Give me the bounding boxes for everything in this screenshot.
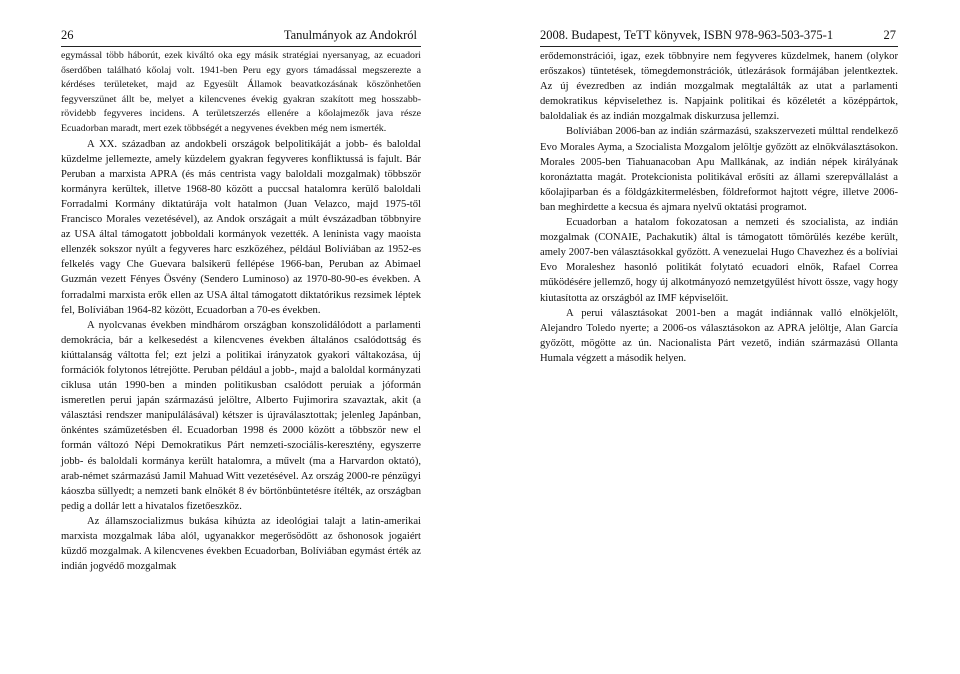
right-paragraph-3: Ecuadorban a hatalom fokozatosan a nemzeti és szocialista, az indián mozgalmak (CONAIE, Pachakutik) által is támogatott tömörülés kezébe került, amely 2007-ben választásokkal győzött. A venezuelai Hugo Chavezhez és a bolíviai Evo Moraleshez hasonló politikát folytató ecuadori elnök, Rafael Correa működésére jellemző, hogy új alkotmányozó nemzetgyűlést hívott össze, vagy hogy kiutasította az országból az IMF képviselőit. bbox=[540, 217, 898, 304]
right-page-header bbox=[540, 27, 898, 47]
right-page bbox=[540, 0, 898, 674]
left-page-header bbox=[61, 27, 421, 47]
left-paragraph-2: A XX. században az andokbeli országok belpolitikáját a jobb- és baloldal küzdelme jellemezte, amely küzdelem gyakran fegyveres konfliktussá is fajult. Bár Peruban a marxista APRA (és más centrista vagy baloldali mozgalmak) többször kormányra kerültek, illetve 1968-80 között a puccsal hatalomra kerülő baloldali Forradalmi Kormány diktatúrája volt hatalmon (Juan Velazco, majd 1975-től Francisco Morales vezetésével), az Andok országait a múlt évszázadban többnyire az USA által támogatott jobboldali kormányok vezették. A leninista vagy maoista ellenzék sokszor nyúlt a fegyveres harc eszközéhez, például Bolíviában az 1952-es felkelés vagy Che Guevara balsikerű fellépése 1966-ban, Peruban az Abimael Guzmán vezett Fényes Ösvény (Sendero Luminoso) az 1970-80-90-es években. A forradalmi marxista erők ellen az USA által támogatott diktatórikus rezsimek léptek fel, Bolíviában 1964-82 között, Ecuadorban a 70-es években. bbox=[61, 138, 421, 316]
right-paragraph-2: Bolíviában 2006-ban az indián származású, szakszervezeti múlttal rendelkező Evo Morales Ayma, a Szocialista Mozgalom jelöltje győzött az elnökválasztásokon. Morales 2005-ben Tiahuanacoban Apu Mallkának, az indián népek királyának koronáztatta magát. Protekcionista politikával erősíti az állami szerepvállalást a kőolajiparban és a földgázkitermelésben, földreformot hajtott végre, illetve 2006-ban meghirdette a kecsua és ajmara nyelvű oktatási programot. bbox=[540, 126, 898, 213]
left-paragraph-4: Az államszocializmus bukása kihúzta az ideológiai talajt a latin-amerikai marxista mozgalmak lába alól, ugyanakkor megerősödött az őshonosok jogaiért küzdő mozgalmak. A kilencvenes években Ecuadorban, Bolíviában egymást érték az indián jogvédő mozgalmak bbox=[61, 515, 421, 573]
left-page bbox=[61, 0, 421, 674]
left-paragraph-1: egymással több háborút, ezek kiváltó oka egy másik stratégiai nyersanyag, az ecuadori őserdőben található kőolaj volt. 1941-ben Peru egy gyors támadással megszerezte a kérdéses területeket, majd az Egyesült Államok beavatkozásának köszönhetően fegyverszünet állt be, melyet a kilencvenes évekig gyakran szakított meg hosszabb-rövidebb fegyveres incidens. A területszerzés ellenére a kőolajmezők java része Ecuadorban maradt, mert ezek többségét a negyvenes években még nem ismerték. bbox=[61, 50, 421, 134]
left-running-title: Tanulmányok az Andokról bbox=[283, 28, 417, 42]
right-page-number: 27 bbox=[883, 28, 896, 42]
right-paragraph-1: erődemonstrációi, igaz, ezek többnyire nem fegyveres küzdelmek, hanem (olykor erőszakos) tüntetések, tömegdemonstrációk, útlezárások formájában jelentkeztek. Az új évezredben az indián mozgalmak megtalálták az utat a parlamenti demokratikus képviselethez is. Napjaink politikai és közéletét a középpártok, baloldaliak és az indián mozgalmak diskurzusa jellemzi. bbox=[540, 51, 898, 123]
right-running-title: 2008. Budapest, TeTT könyvek, ISBN 978-963-503-375-1 bbox=[540, 28, 834, 42]
left-page-body bbox=[61, 49, 421, 574]
left-page-number: 26 bbox=[61, 28, 74, 42]
right-page-body bbox=[540, 49, 898, 366]
left-paragraph-3: A nyolcvanas években mindhárom országban konszolidálódott a parlamenti demokrácia, bár a kelkesedést a kilencvenes években általános csalódottság és kiúttalanság váltotta fel; ezt jelzi a politikai irányzatok gyakori váltakozása, új formációk folytonos létrejötte. Peruban például a jobb-, majd a baloldal kormányzati ciklusa után 1990-ben a minden politikusban csalódott peruiak a jóformán ismeretlen perui japán származású jelöltre, Alberto Fujimorira szavaztak, akit (a választási rendszer manipulálásával) kétszer is újraválasztottak; jelenleg Japánban, önkéntes száműzetésben él. Ecuadorban 1998 és 2000 között a többször new el formán változó Népi Demokratikus Párt nemzeti-szociális-keresztény, egyszerre jobb- és baloldali kormánya került hatalomra, a művelt (ma a Harvardon oktató), arab-német származású Jamil Mahuad Witt vezetésével. Az ország 2000-re pénzügyi káoszba süllyedt; a nemzeti bank elnökét 8 év börtönbüntetésre ítélték, az országban pedig a dollár lett a hivatalos fizetőeszköz. bbox=[61, 319, 421, 512]
right-paragraph-4: A perui választásokat 2001-ben a magát indiánnak valló elnökjelölt, Alejandro Toledo nyerte; a 2006-os választásokon az APRA jelöltje, Alan García győzött, mögötte az ún. Nacionalista Párt vezető, indián származású Ollanta Humala végzett a második helyen. bbox=[540, 307, 898, 364]
